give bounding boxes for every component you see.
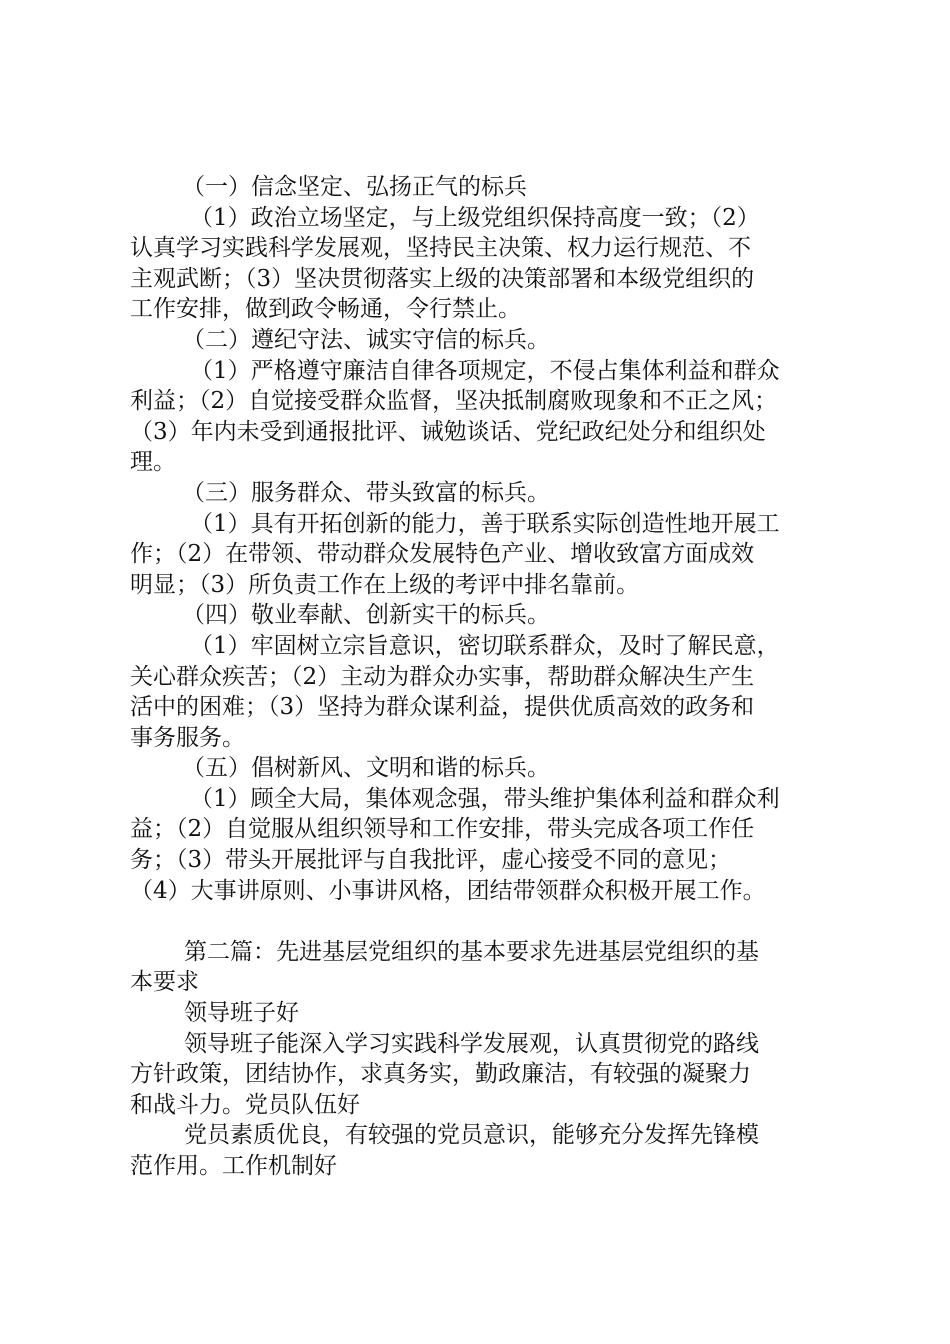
section-5-line: （4）大事讲原则、小事讲风格，团结带领群众积极开展工作。 — [130, 877, 766, 904]
section-1-line: 主观武断；（3）坚决贯彻落实上级的决策部署和本级党组织的 — [130, 265, 755, 292]
section-5-heading: （五）倡树新风、文明和谐的标兵。 — [182, 755, 550, 782]
section-3-line: 明显；（3）所负责工作在上级的考评中排名靠前。 — [130, 571, 640, 598]
section-5-line: 务；（3）带头开展批评与自我批评，虚心接受不同的意见； — [130, 847, 732, 874]
blank-line — [130, 906, 830, 937]
section-2-line: （1）严格遵守廉洁自律各项规定，不侵占集体利益和群众 — [190, 357, 780, 384]
part-2-title: 第二篇：先进基层党组织的基本要求先进基层党组织的基 — [184, 938, 759, 965]
part-2-title: 本要求 — [130, 969, 199, 996]
section-4-line: 关心群众疾苦；（2）主动为群众办实事，帮助群众解决生产生 — [130, 663, 755, 690]
part-2-subheading: 领导班子好 — [184, 1000, 299, 1027]
section-4-line: （1）牢固树立宗旨意识，密切联系群众，及时了解民意， — [190, 632, 780, 659]
section-4-line: 活中的困难；（3）坚持为群众谋利益，提供优质高效的政务和 — [130, 694, 755, 721]
section-5-line: （1）顾全大局，集体观念强，带头维护集体利益和群众利 — [190, 785, 780, 812]
section-2-heading: （二）遵纪守法、诚实守信的标兵。 — [182, 326, 550, 353]
section-2-line: 利益；（2）自觉接受群众监督，坚决抵制腐败现象和不正之风； — [130, 388, 778, 415]
section-5-line: 益；（2）自觉服从组织领导和工作安排，带头完成各项工作任 — [130, 816, 755, 843]
section-4-line: 事务服务。 — [130, 724, 245, 751]
section-3-line: 作；（2）在带领、带动群众发展特色产业、增收致富方面成效 — [130, 541, 755, 568]
part-2-line: 和战斗力。党员队伍好 — [130, 1091, 360, 1118]
section-1-line: 认真学习实践科学发展观，坚持民主决策、权力运行规范、不 — [130, 235, 751, 262]
section-3-heading: （三）服务群众、带头致富的标兵。 — [182, 479, 550, 506]
section-2-line: （3）年内未受到通报批评、诫勉谈话、党纪政纪处分和组织处 — [130, 418, 766, 445]
section-4-heading: （四）敬业奉献、创新实干的标兵。 — [182, 602, 550, 629]
part-2-line: 方针政策，团结协作，求真务实，勤政廉洁，有较强的凝聚力 — [130, 1061, 751, 1088]
section-1-line: （1）政治立场坚定，与上级党组织保持高度一致；（2） — [190, 204, 760, 231]
part-2-line: 范作用。工作机制好 — [130, 1153, 337, 1179]
section-3-line: （1）具有开拓创新的能力，善于联系实际创造性地开展工 — [190, 510, 780, 537]
section-1-line: 工作安排，做到政令畅通，令行禁止。 — [130, 296, 521, 323]
section-2-line: 理。 — [130, 449, 176, 476]
part-2-line: 党员素质优良，有较强的党员意识，能够充分发挥先锋模 — [184, 1122, 759, 1149]
document-body — [130, 172, 830, 1182]
part-2-line: 领导班子能深入学习实践科学发展观，认真贯彻党的路线 — [184, 1030, 759, 1057]
section-1-heading: （一）信念坚定、弘扬正气的标兵 — [182, 174, 527, 200]
